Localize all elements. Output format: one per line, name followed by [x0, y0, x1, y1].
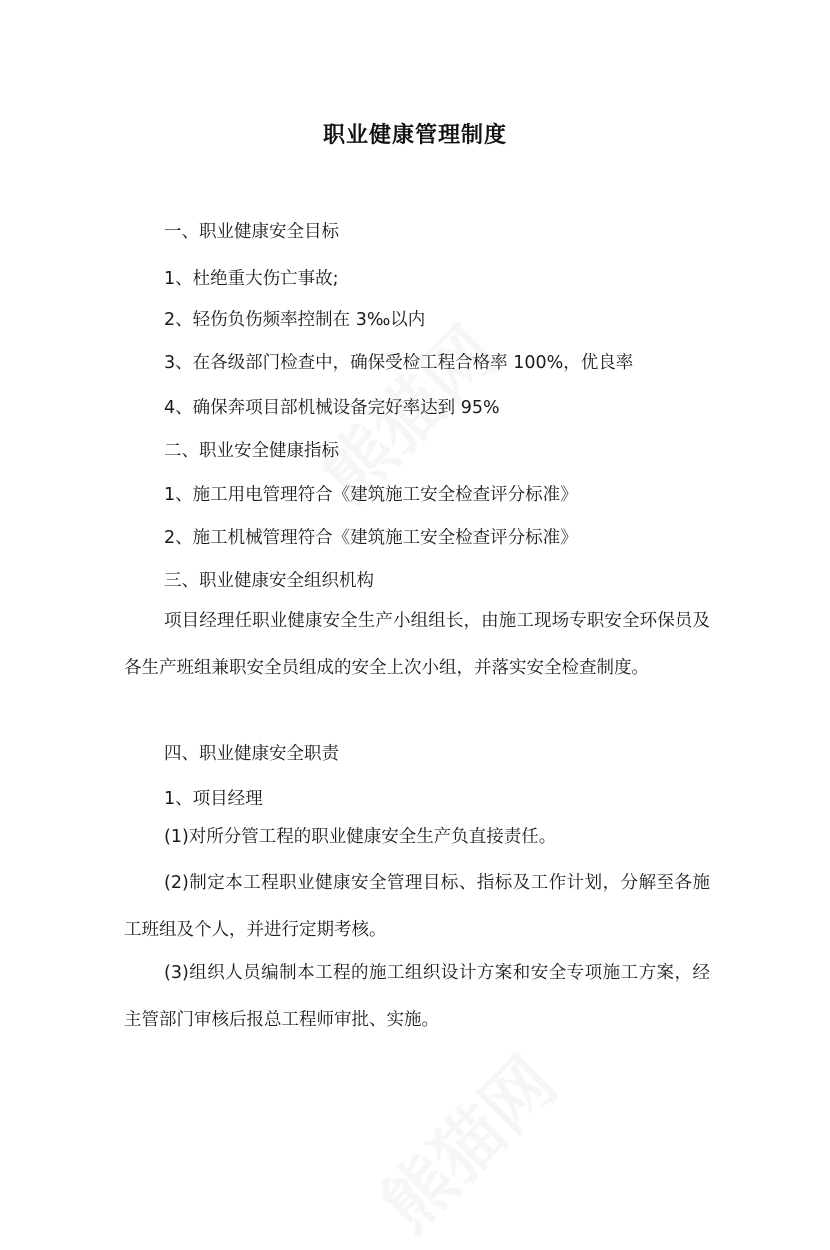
- list-item: 1、杜绝重大伤亡事故;: [164, 269, 339, 289]
- paragraph: (2)制定本工程职业健康安全管理目标、指标及工作计划，分解至各施工班组及个人，并进行定期考核。: [124, 873, 710, 940]
- list-item: 2、轻伤负伤频率控制在 3‰以内: [164, 310, 426, 330]
- list-item: 4、确保奔项目部机械设备完好率达到 95%: [164, 398, 500, 418]
- list-item: 3、在各级部门检查中，确保受检工程合格率 100%，优良率: [164, 353, 634, 373]
- section-heading: 二、职业安全健康指标: [164, 441, 339, 461]
- watermark: [355, 1031, 575, 1250]
- sub-heading: 1、项目经理: [164, 789, 263, 809]
- list-item: 2、施工机械管理符合《建筑施工安全检查评分标准》: [164, 528, 578, 548]
- paragraph: (3)组织人员编制本工程的施工组织设计方案和安全专项施工方案，经主管部门审核后报总工程师审批、实施。: [124, 963, 710, 1030]
- page-title: 职业健康管理制度: [322, 123, 507, 148]
- section-heading: 四、职业健康安全职责: [164, 744, 339, 764]
- section-heading: 一、职业健康安全目标: [164, 222, 339, 242]
- paragraph: 项目经理任职业健康安全生产小组组长，由施工现场专职安全环保员及各生产班组兼职安全员组成的安全上次小组，并落实安全检查制度。: [124, 611, 710, 678]
- list-item: 1、施工用电管理符合《建筑施工安全检查评分标准》: [164, 485, 578, 505]
- section-heading: 三、职业健康安全组织机构: [164, 571, 374, 591]
- paragraph: (1)对所分管工程的职业健康安全生产负直接责任。: [164, 827, 557, 847]
